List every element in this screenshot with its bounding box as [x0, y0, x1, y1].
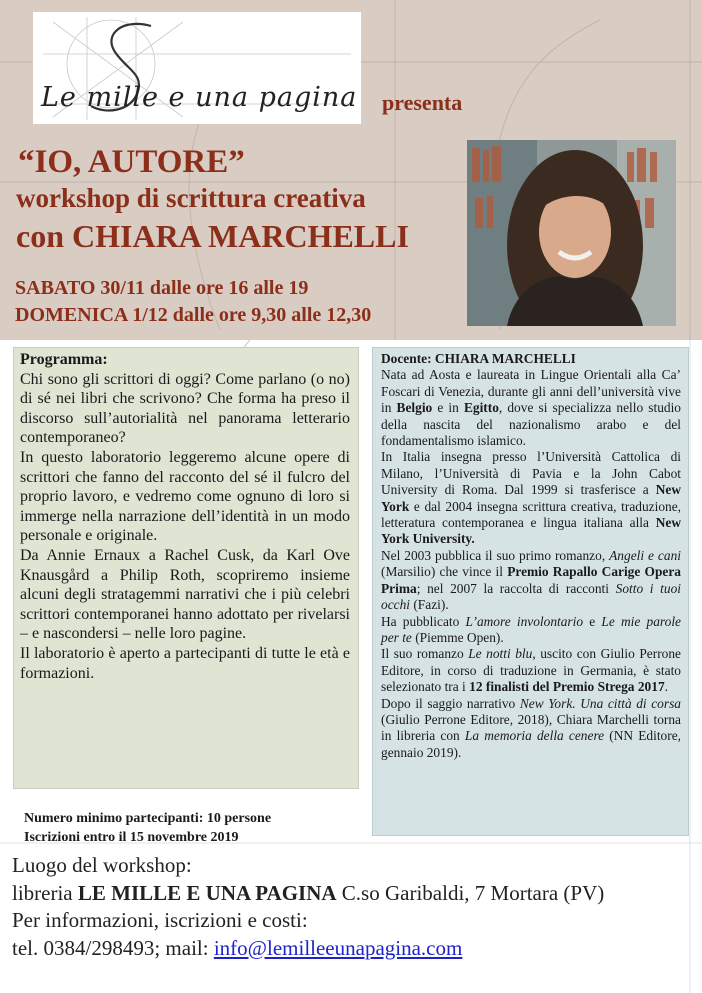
- programma-heading: Programma:: [20, 351, 108, 368]
- luogo-label: Luogo del workshop:: [12, 853, 192, 877]
- logo: [33, 12, 361, 124]
- info-label: Per informazioni, iscrizioni e costi:: [12, 908, 308, 932]
- docente-heading: Docente: CHIARA MARCHELLI: [381, 351, 576, 366]
- programma-paragraph: Da Annie Ernaux a Rachel Cusk, da Karl Ove Knausgård a Philip Roth, scopriremo insieme alcuni degli stratagemmi narrativi che i più celebri scrittori contemporanei hanno adottato per rivelarsi – e nascondersi – nelle loro pagine.: [20, 546, 350, 643]
- presenta-label: presenta: [382, 90, 463, 115]
- docente-paragraph: Il suo romanzo Le notti blu, uscito con Giulio Perrone Editore, in corso di traduzione in Germania, è stato selezionato tra i 12 finalisti del Premio Strega 2017.: [381, 646, 681, 695]
- minimo-partecipanti: Numero minimo partecipanti: 10 persone: [24, 811, 272, 826]
- programma-paragraph: In questo laboratorio leggeremo alcune opere di scrittori che fanno del racconto del sé il fulcro del proprio lavoro, e vedremo come ognuno di loro si immerge nella narrazione dell’identità in un modo personale e originale.: [20, 448, 350, 545]
- contact-line: tel. 0384/298493; mail: info@lemilleeunapagina.com: [12, 935, 463, 960]
- docente-paragraph: Nata ad Aosta e laureata in Lingue Orientali alla Ca’ Foscari di Venezia, durante gli anni dell’università vive in Belgio e in Egitto, dove si specializza nello studio della nascita del nazionalismo arabo e del fondamentalismo islamico.: [381, 367, 681, 449]
- partecipanti-info: [24, 809, 271, 847]
- logo-text: Le mille e una pagina: [41, 82, 358, 113]
- programma-paragraph: Chi sono gli scrittori di oggi? Come parlano (o no) di sé nei libri che scrivono? Che forma ha preso il discorso sull’autorialità nel panorama letterario contemporaneo?: [20, 370, 350, 447]
- author-photo: [467, 140, 676, 326]
- libreria-address: libreria LE MILLE E UNA PAGINA C.so Garibaldi, 7 Mortara (PV): [12, 880, 605, 905]
- workshop-title: [16, 143, 409, 257]
- date-saturday: SABATO 30/11 dalle ore 16 alle 19: [15, 277, 309, 299]
- title-author: con CHIARA MARCHELLI: [16, 218, 409, 254]
- workshop-dates: [15, 275, 371, 329]
- author-photo-illustration: [467, 140, 676, 326]
- docente-text: [381, 351, 681, 761]
- programma-text: [20, 350, 350, 683]
- footer-info: [12, 852, 604, 962]
- docente-paragraph: Ha pubblicato L’amore involontario e Le mie parole per te (Piemme Open).: [381, 613, 681, 645]
- docente-paragraph: In Italia insegna presso l’Università Cattolica di Milano, l’Università di Pavia e la John Cabot University di Roma. Dal 1999 si trasferisce a New York e dal 2004 insegna scrittura creativa, traduzione, letteratura contemporanea e lingua italiana alla New York University.: [381, 449, 681, 547]
- docente-paragraph: Nel 2003 pubblica il suo primo romanzo, Angeli e cani (Marsilio) che vince il Premio Rapallo Carige Opera Prima; nel 2007 la raccolta di racconti Sotto i tuoi occhi (Fazi).: [381, 547, 681, 613]
- title-quote: “IO, AUTORE”: [18, 144, 245, 180]
- title-subtitle: workshop di scrittura creativa: [16, 183, 366, 213]
- programma-paragraph: Il laboratorio è aperto a partecipanti di tutte le età e formazioni.: [20, 644, 350, 682]
- scadenza-iscrizioni: Iscrizioni entro il 15 novembre 2019: [24, 830, 239, 845]
- docente-paragraph: Dopo il saggio narrativo New York. Una città di corsa (Giulio Perrone Editore, 2018), Chiara Marchelli torna in libreria con La memoria della cenere (NN Editore, gennaio 2019).: [381, 695, 681, 760]
- email-link[interactable]: info@lemilleeunapagina.com: [213, 935, 463, 960]
- date-sunday: DOMENICA 1/12 dalle ore 9,30 alle 12,30: [15, 304, 372, 326]
